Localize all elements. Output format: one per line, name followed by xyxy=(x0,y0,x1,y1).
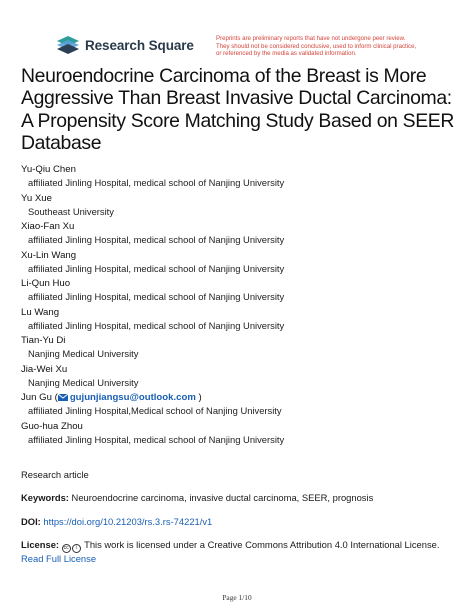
author-affiliation: affiliated Jinling Hospital,Medical school of Nanjing University xyxy=(28,405,282,416)
author-entry xyxy=(21,278,461,307)
author-entry xyxy=(21,335,461,364)
author-name: Tian-Yu Di xyxy=(21,335,66,346)
author-entry xyxy=(21,307,461,336)
cc-icon: cc xyxy=(63,545,69,551)
logo-text: Research Square xyxy=(85,37,194,53)
author-name: Yu Xue xyxy=(21,192,52,204)
author-affiliation: affiliated Jinling Hospital, medical school of Nanjing University xyxy=(28,234,285,245)
author-name: Jia-Wei Xu xyxy=(21,363,68,375)
author-name: Xu-Lin Wang xyxy=(21,249,77,261)
author-name: Xiao-Fan Xu xyxy=(21,221,75,232)
read-full-license-link[interactable]: Read Full License xyxy=(21,553,97,564)
author-affiliation: affiliated Jinling Hospital, medical school of Nanjing University xyxy=(28,262,285,274)
author-list xyxy=(21,164,461,449)
license-label: License: xyxy=(21,539,60,550)
author-name: Guo-hua Zhou xyxy=(21,420,83,432)
preprint-disclaimer xyxy=(216,35,461,58)
author-affiliation: affiliated Jinling Hospital, medical school of Nanjing University xyxy=(28,177,285,188)
author-affiliation: Southeast University xyxy=(28,205,114,217)
disclaimer-line: Preprints are preliminary reports that have not undergone peer review. xyxy=(216,35,406,42)
keywords-value: Neuroendocrine carcinoma, invasive ductal carcinoma, SEER, prognosis xyxy=(71,492,374,503)
article-type: Research article xyxy=(21,469,89,480)
author-entry xyxy=(21,392,461,421)
paper-title: Neuroendocrine Carcinoma of the Breast is More Aggressive Than Breast Invasive Ductal Carcinoma: A Propensity Score Matching Study Based on SEER Database xyxy=(21,65,455,154)
author-entry xyxy=(21,421,461,450)
research-square-logo-icon xyxy=(57,36,79,54)
doi-link[interactable]: https://doi.org/10.21203/rs.3.rs-74221/v1 xyxy=(43,516,213,527)
keywords-line xyxy=(21,492,373,504)
license-line xyxy=(21,539,439,553)
author-entry xyxy=(21,221,461,250)
author-affiliation: affiliated Jinling Hospital, medical school of Nanjing University xyxy=(28,433,285,445)
license-text: This work is licensed under a Creative Commons Attribution 4.0 International License. xyxy=(84,539,440,550)
author-affiliation: affiliated Jinling Hospital, medical school of Nanjing University xyxy=(28,291,285,302)
disclaimer-line: They should not be considered conclusive, used to inform clinical practice, xyxy=(216,42,417,50)
keywords-label: Keywords: xyxy=(21,492,69,503)
author-affiliation: affiliated Jinling Hospital, medical school of Nanjing University xyxy=(28,319,285,331)
author-name: Li-Qun Huo xyxy=(21,278,71,289)
author-affiliation: Nanjing Medical University xyxy=(28,348,139,359)
author-affiliation: Nanjing Medical University xyxy=(28,376,139,388)
doi-line xyxy=(21,516,212,528)
email-link[interactable]: gujunjiangsu@outlook.com xyxy=(69,392,196,403)
research-square-logo[interactable] xyxy=(57,36,194,54)
author-name: Jun Gu xyxy=(21,392,52,403)
page-number: Page 1/10 xyxy=(222,593,252,602)
author-name-corresponding: Jun Gu ( gujunjiangsu@outlook.com ) xyxy=(21,392,202,403)
author-name: Lu Wang xyxy=(21,306,60,318)
attribution-icon: i xyxy=(72,544,81,553)
author-name: Yu-Qiu Chen xyxy=(21,164,76,175)
author-entry xyxy=(21,364,461,393)
doi-label: DOI: xyxy=(21,516,41,527)
disclaimer-line: or referenced by the media as validated information. xyxy=(216,50,357,58)
author-entry xyxy=(21,164,461,193)
envelope-icon xyxy=(58,394,68,401)
author-entry xyxy=(21,193,461,222)
author-entry xyxy=(21,250,461,279)
